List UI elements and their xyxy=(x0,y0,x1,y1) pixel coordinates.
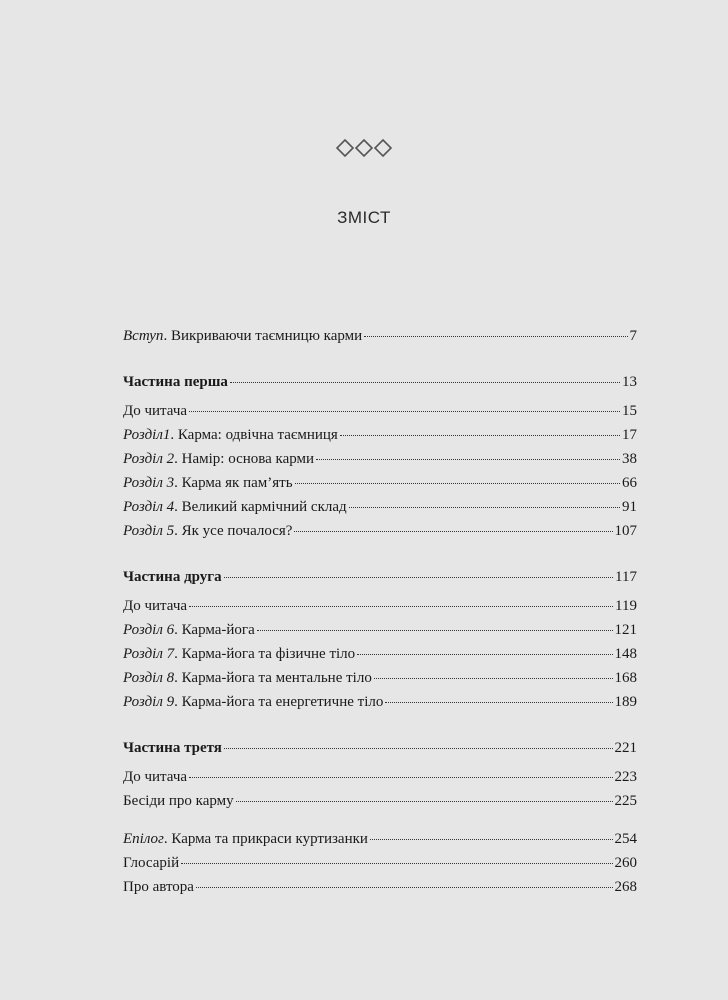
toc-entry-label xyxy=(123,424,338,446)
toc-entry-page: 254 xyxy=(614,831,637,847)
diamond-left-icon xyxy=(337,140,353,156)
toc-entry-part-three[interactable] xyxy=(123,737,637,759)
toc-entry-label xyxy=(123,737,222,759)
toc-entry-page: 221 xyxy=(614,740,637,756)
toc-entry-chapter-6[interactable] xyxy=(123,619,637,641)
dot-leader xyxy=(316,459,620,460)
toc-entry-label xyxy=(123,325,362,347)
toc-entry-prefix: Розділ 9 xyxy=(123,694,175,710)
toc-entry-page: 168 xyxy=(614,670,637,686)
toc-entry-page: 121 xyxy=(614,622,637,638)
dot-leader xyxy=(257,630,613,631)
toc-entry-intro[interactable] xyxy=(123,325,637,347)
dot-leader xyxy=(349,507,620,508)
toc-entry-label xyxy=(123,472,293,494)
toc-entry-page: 13 xyxy=(622,374,637,390)
dot-leader xyxy=(224,577,613,578)
dot-leader xyxy=(230,382,620,383)
dot-leader xyxy=(374,678,613,679)
dot-leader xyxy=(357,654,612,655)
toc-entry-label xyxy=(123,448,314,470)
toc-entry-label xyxy=(123,496,347,518)
dot-leader xyxy=(196,887,613,888)
toc-entry-chapter-1[interactable] xyxy=(123,424,637,446)
toc-entry-prefix: Розділ 4 xyxy=(123,499,175,515)
toc-entry-chapter-2[interactable] xyxy=(123,448,637,470)
toc-entry-title: . Карма-йога та ментальне тіло xyxy=(174,670,372,686)
dot-leader xyxy=(385,702,612,703)
toc-entry-part-two[interactable] xyxy=(123,566,637,588)
toc-entry-prefix: Розділ 3 xyxy=(123,475,175,491)
toc-entry-prefix: Вступ xyxy=(123,328,164,344)
toc-entry-chapter-5[interactable] xyxy=(123,520,637,542)
toc-entry-glossary[interactable] xyxy=(123,852,637,874)
toc-entry-page: 117 xyxy=(615,569,637,585)
toc-entry-about-author[interactable] xyxy=(123,876,637,898)
toc-entry-prefix: Розділ 8 xyxy=(123,670,175,686)
toc-entry-title: Частина друга xyxy=(123,569,222,585)
toc-entry-label xyxy=(123,400,187,422)
dot-leader xyxy=(295,483,620,484)
toc-entry-chapter-4[interactable] xyxy=(123,496,637,518)
toc-entry-label xyxy=(123,828,368,850)
toc-entry-prefix: Розділ 7 xyxy=(123,646,175,662)
toc-entry-label xyxy=(123,595,187,617)
dot-leader xyxy=(340,435,620,436)
toc-entry-label xyxy=(123,790,234,812)
toc-entry-epilogue[interactable] xyxy=(123,828,637,850)
toc-entry-label xyxy=(123,619,255,641)
toc-entry-title: До читача xyxy=(123,598,188,614)
toc-entry-label xyxy=(123,852,179,874)
toc-entry-prefix: Розділ 6 xyxy=(123,622,175,638)
toc-entry-page: 148 xyxy=(614,646,637,662)
toc-entry-page: 225 xyxy=(614,793,637,809)
toc-entry-prefix: Розділ1 xyxy=(123,427,171,443)
toc-entry-title: Глосарій xyxy=(123,855,180,871)
toc-entry-title: . Намір: основа карми xyxy=(174,451,315,467)
toc-entry-prefix: Епілог xyxy=(123,831,164,847)
toc-entry-reader-1[interactable] xyxy=(123,400,637,422)
toc-entry-page: 119 xyxy=(615,598,637,614)
toc-entry-title: . Карма як пам’ять xyxy=(174,475,293,491)
toc-entry-part-one[interactable] xyxy=(123,371,637,393)
toc-entry-chapter-7[interactable] xyxy=(123,643,637,665)
diamond-middle-icon xyxy=(356,140,372,156)
toc-entry-label xyxy=(123,566,222,588)
toc-entry-page: 189 xyxy=(614,694,637,710)
toc-entry-title: До читача xyxy=(123,403,188,419)
toc-entry-label xyxy=(123,691,383,713)
toc-entry-label xyxy=(123,371,228,393)
toc-entry-conversations[interactable] xyxy=(123,790,637,812)
toc-entry-chapter-9[interactable] xyxy=(123,691,637,713)
toc-entry-title: Бесіди про карму xyxy=(123,793,234,809)
toc-entry-title: До читача xyxy=(123,769,188,785)
toc-entry-title: Частина третя xyxy=(123,740,222,756)
dot-leader xyxy=(189,411,620,412)
toc-entry-prefix: Розділ 2 xyxy=(123,451,175,467)
dot-leader xyxy=(364,336,627,337)
toc-entry-title: . Карма: одвічна таємниця xyxy=(170,427,338,443)
toc-entry-label xyxy=(123,520,292,542)
diamond-right-icon xyxy=(375,140,391,156)
dot-leader xyxy=(370,839,613,840)
ornament-svg xyxy=(336,137,392,159)
toc-entry-page: 107 xyxy=(614,523,637,539)
toc-entry-title: . Карма-йога xyxy=(174,622,255,638)
toc-entry-page: 7 xyxy=(629,328,637,344)
page-title: ЗМІСТ xyxy=(337,208,391,227)
toc-entry-title: . Карма та прикраси куртизанки xyxy=(163,831,368,847)
toc-entry-label xyxy=(123,643,355,665)
toc-entry-title: . Великий кармічний склад xyxy=(174,499,347,515)
toc-entry-title: Про автора xyxy=(123,879,194,895)
toc-entry-title: . Як усе почалося? xyxy=(174,523,293,539)
toc-entry-title: Частина перша xyxy=(123,374,228,390)
dot-leader xyxy=(189,606,613,607)
toc-entry-chapter-8[interactable] xyxy=(123,667,637,689)
toc-entry-page: 91 xyxy=(622,499,637,515)
toc-entry-label xyxy=(123,876,194,898)
toc-entry-page: 15 xyxy=(622,403,637,419)
three-diamonds-icon xyxy=(0,137,728,159)
dot-leader xyxy=(181,863,612,864)
toc-entry-reader-2[interactable] xyxy=(123,595,637,617)
toc-entry-label xyxy=(123,667,372,689)
toc-entry-chapter-3[interactable] xyxy=(123,472,637,494)
toc-entry-title: . Карма-йога та енергетичне тіло xyxy=(174,694,384,710)
dot-leader xyxy=(224,748,613,749)
toc-entry-title: . Викриваючи таємницю карми xyxy=(163,328,363,344)
toc-entry-title: . Карма-йога та фізичне тіло xyxy=(174,646,356,662)
toc-entry-page: 66 xyxy=(622,475,637,491)
toc-entry-page: 260 xyxy=(614,855,637,871)
toc-entry-page: 38 xyxy=(622,451,637,467)
dot-leader xyxy=(294,531,612,532)
toc-entry-page: 268 xyxy=(614,879,637,895)
toc-entry-label xyxy=(123,766,187,788)
toc-entry-page: 223 xyxy=(614,769,637,785)
dot-leader xyxy=(236,801,613,802)
dot-leader xyxy=(189,777,612,778)
toc-entry-reader-3[interactable] xyxy=(123,766,637,788)
toc-entry-page: 17 xyxy=(622,427,637,443)
toc-entry-prefix: Розділ 5 xyxy=(123,523,175,539)
